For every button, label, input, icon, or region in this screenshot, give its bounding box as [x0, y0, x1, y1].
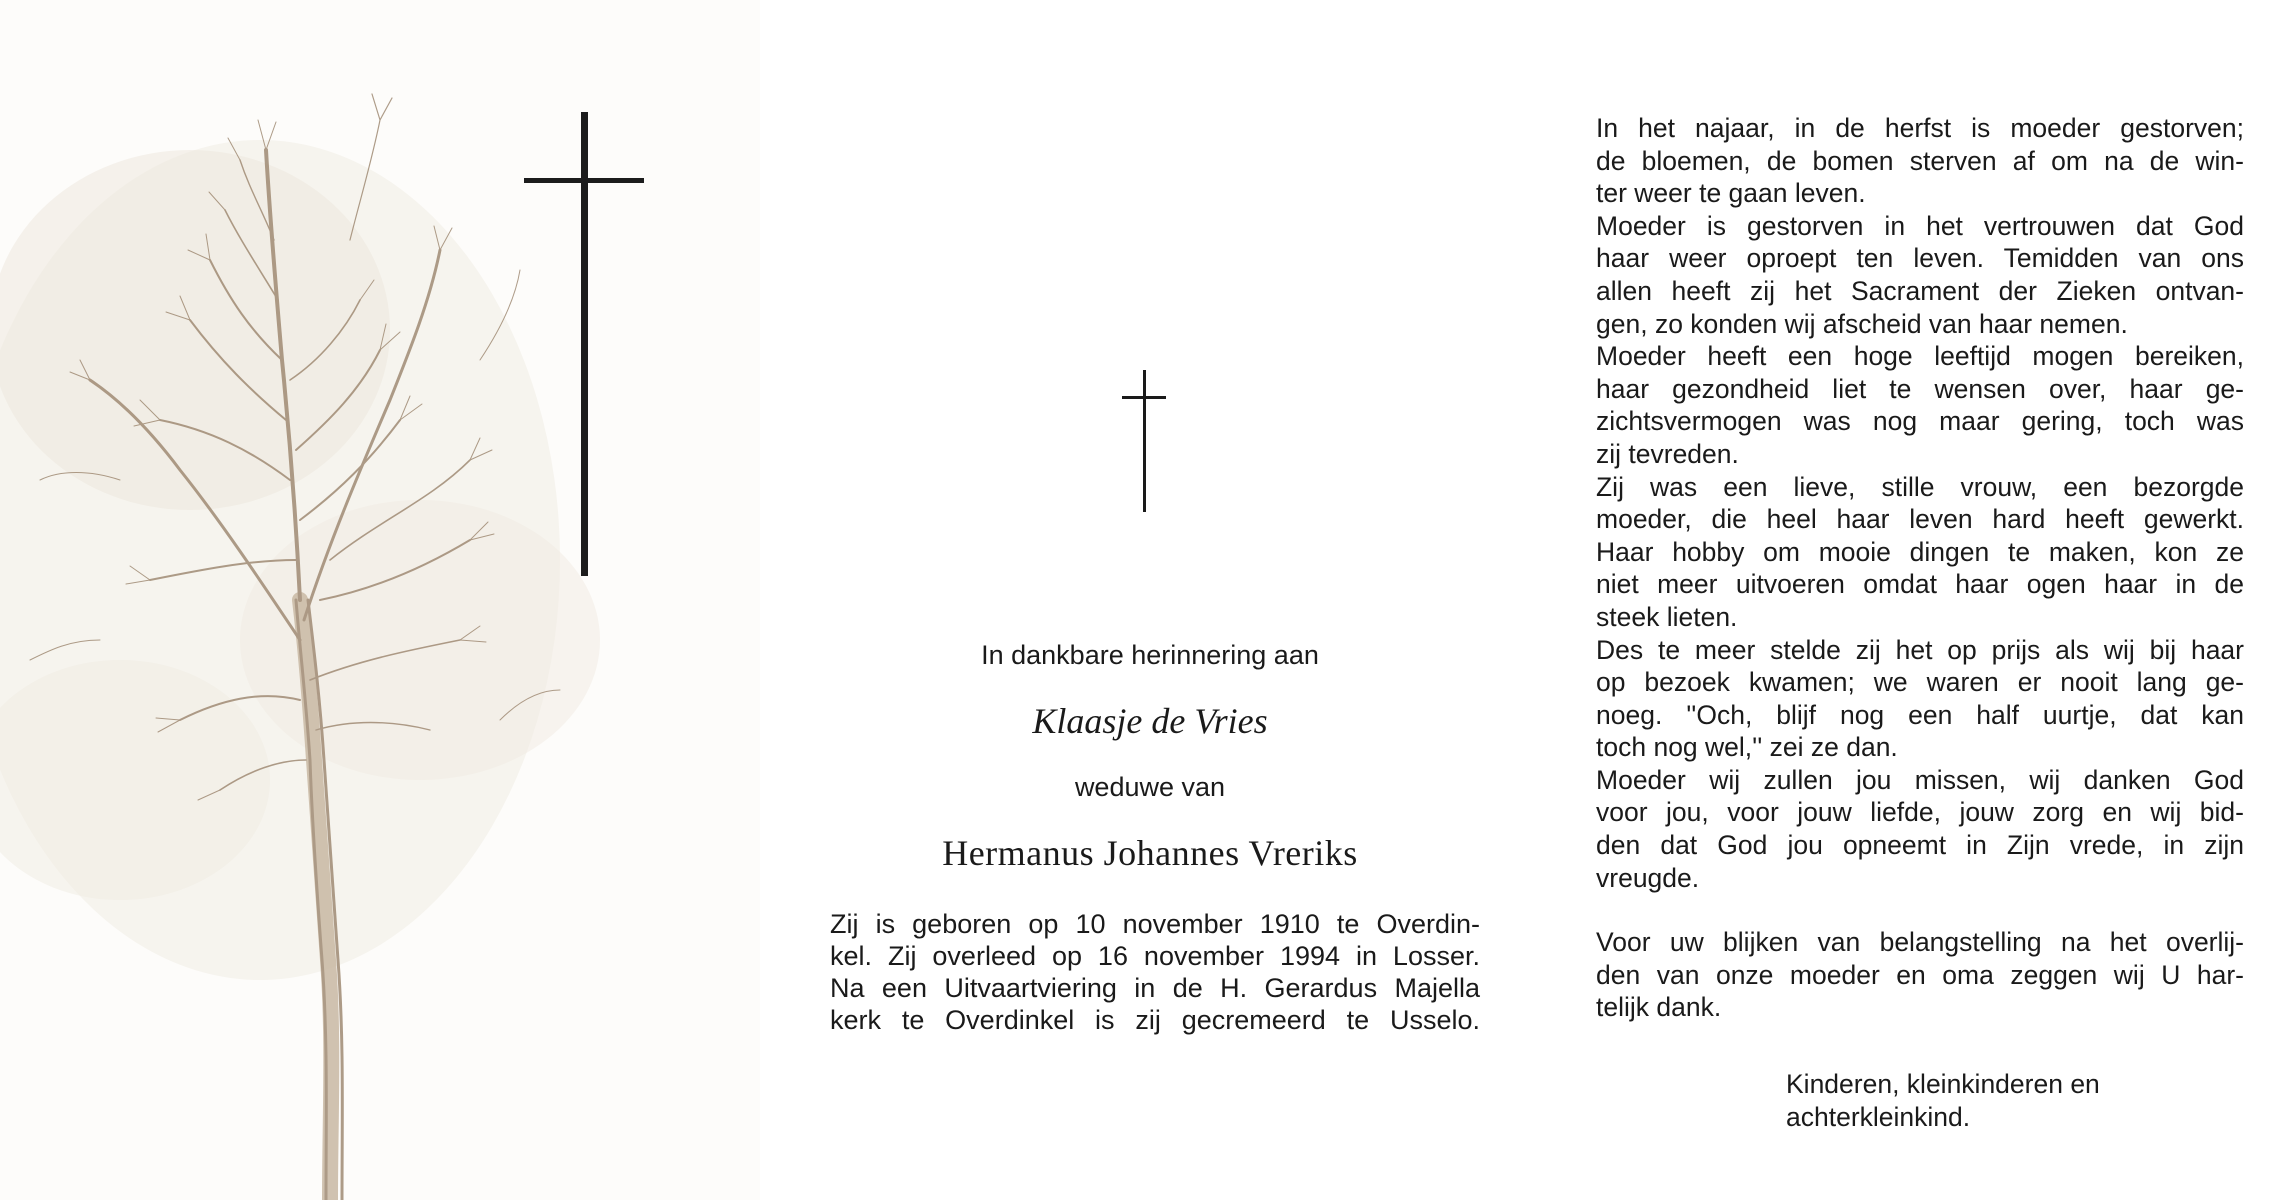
text-line: Moeder is gestorven in het vertrouwen dat God — [1596, 210, 2244, 241]
signature-line: Kinderen, kleinkinderen en — [1786, 1069, 2100, 1099]
text-line: gen, zo konden wij afscheid van haar nemen. — [1596, 308, 2128, 339]
text-line: haar gezondheid liet te wensen over, haar ge- — [1596, 373, 2244, 404]
text-line: toch nog wel,'' zei ze dan. — [1596, 732, 1898, 763]
text-line: voor jou, voor jouw liefde, jouw zorg en wij bid- — [1596, 797, 2244, 828]
text-line: den van onze moeder en oma zeggen wij U har- — [1596, 959, 2244, 990]
signature — [1786, 1068, 2100, 1134]
signature-line: achterkleinkind. — [1786, 1102, 1971, 1132]
memorial-paragraph — [1596, 112, 2244, 894]
text-line: telijk dank. — [1596, 992, 1722, 1023]
large-cross-icon — [524, 112, 644, 576]
text-line: niet meer uitvoeren omdat haar ogen haar in de — [1596, 569, 2244, 600]
text-line: In het najaar, in de herfst is moeder gestorven; — [1596, 113, 2244, 143]
deceased-name: Klaasje de Vries — [1032, 701, 1268, 741]
text-line: Zij was een lieve, stille vrouw, een bezorgde — [1596, 471, 2244, 502]
bare-tree-illustration — [0, 0, 760, 1200]
spouse-name: Hermanus Johannes Vreriks — [942, 833, 1358, 873]
text-line: haar weer oproept ten leven. Temidden van ons — [1596, 243, 2244, 274]
text-line: Des te meer stelde zij het op prijs als wij bij haar — [1596, 634, 2244, 665]
thanks-paragraph — [1596, 926, 2244, 1024]
text-line: Haar hobby om mooie dingen te maken, kon ze — [1596, 536, 2244, 567]
intro-text: In dankbare herinnering aan — [981, 640, 1319, 670]
text-line: Voor uw blijken van belangstelling na het overlij- — [1596, 927, 2244, 958]
bio-line: kel. Zij overleed op 16 november 1994 in Losser. — [830, 941, 1480, 971]
text-line: op bezoek kwamen; we waren er nooit lang ge- — [1596, 667, 2244, 698]
text-line: Moeder wij zullen jou missen, wij danken God — [1596, 764, 2244, 795]
text-line: ter weer te gaan leven. — [1596, 178, 1866, 209]
text-line: zichtsvermogen was nog maar gering, toch was — [1596, 406, 2244, 437]
text-line: allen heeft zij het Sacrament der Zieken ontvan- — [1596, 275, 2244, 306]
paragraph-spacer — [1596, 894, 2244, 926]
right-panel — [1596, 112, 2244, 1192]
bio-line: Zij is geboren op 10 november 1910 te Overdin- — [830, 909, 1480, 939]
middle-panel — [800, 0, 1500, 1200]
small-cross-icon — [1122, 370, 1166, 512]
text-line: de bloemen, de bomen sterven af om na de win- — [1596, 145, 2244, 176]
widow-of-text: weduwe van — [1074, 772, 1226, 802]
text-line: steek lieten. — [1596, 601, 1738, 632]
bio-line: kerk te Overdinkel is zij gecremeerd te Usselo. — [830, 1005, 1480, 1035]
text-line: noeg. ''Och, blijf nog een half uurtje, dat kan — [1596, 699, 2244, 730]
left-panel — [0, 0, 760, 1200]
biography-text — [830, 908, 1480, 1036]
text-line: vreugde. — [1596, 862, 1700, 893]
bio-line: Na een Uitvaartviering in de H. Gerardus Majella — [830, 973, 1480, 1003]
text-line: den dat God jou opneemt in Zijn vrede, in zijn — [1596, 830, 2244, 861]
text-line: Moeder heeft een hoge leeftijd mogen bereiken, — [1596, 341, 2244, 372]
text-line: moeder, die heel haar leven hard heeft gewerkt. — [1596, 504, 2244, 535]
text-line: zij tevreden. — [1596, 438, 1739, 469]
